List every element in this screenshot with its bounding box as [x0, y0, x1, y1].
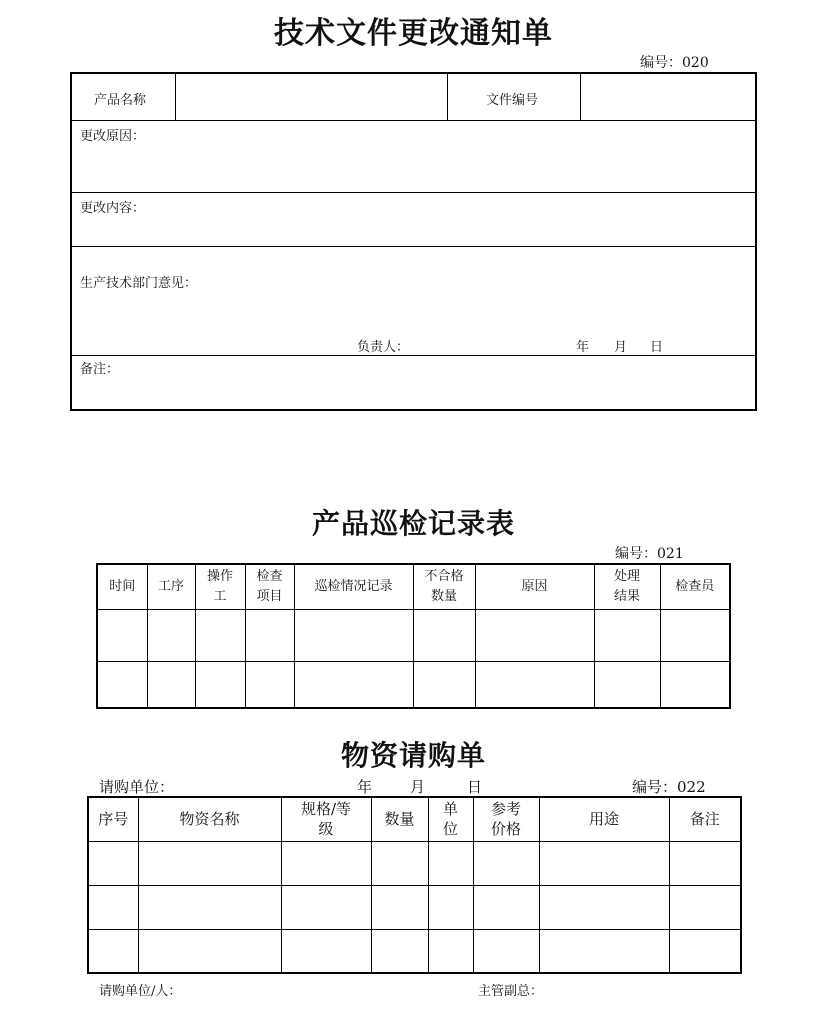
table-cell[interactable] — [660, 609, 730, 661]
table-cell[interactable] — [539, 885, 669, 929]
table-cell[interactable] — [147, 609, 195, 661]
table-cell[interactable] — [97, 609, 147, 661]
form2-code: 编号：021 — [615, 546, 684, 562]
col-header-purpose: 用途 — [539, 797, 669, 841]
col-header-nonconforming-qty: 不合格数量 — [413, 564, 475, 609]
footer-vp-label: 主管副总： — [478, 984, 544, 999]
table-cell[interactable] — [294, 609, 413, 661]
table-row[interactable] — [88, 841, 741, 885]
table-cell[interactable] — [138, 929, 281, 973]
product-name-field[interactable] — [176, 74, 446, 119]
form3-day: 日 — [467, 778, 483, 796]
table-cell[interactable] — [669, 929, 741, 973]
table-cell[interactable] — [371, 841, 428, 885]
table-cell[interactable] — [195, 661, 245, 708]
table-cell[interactable] — [245, 661, 294, 708]
table-cell[interactable] — [660, 661, 730, 708]
form1-code: 编号：020 — [640, 55, 709, 71]
col-header-time: 时间 — [97, 564, 147, 609]
form3-code: 编号：022 — [632, 778, 706, 796]
form3-title: 物资请购单 — [340, 739, 486, 772]
table-cell[interactable] — [475, 661, 594, 708]
table-cell[interactable] — [539, 841, 669, 885]
col-header-qty: 数量 — [371, 797, 428, 841]
footer-requesting-person-label: 请购单位/人： — [99, 984, 182, 999]
remark-label: 备注： — [80, 362, 120, 377]
table-header-row — [97, 564, 730, 609]
table-cell[interactable] — [475, 609, 594, 661]
form2-title: 产品巡检记录表 — [311, 507, 515, 540]
change-reason-row[interactable] — [72, 121, 755, 193]
col-header-seq: 序号 — [88, 797, 138, 841]
table-cell[interactable] — [428, 885, 473, 929]
col-header-process: 工序 — [147, 564, 195, 609]
col-header-check-item: 检查项目 — [245, 564, 294, 609]
table-cell[interactable] — [281, 841, 371, 885]
table-row[interactable] — [97, 609, 730, 661]
table-cell[interactable] — [669, 841, 741, 885]
table-cell[interactable] — [371, 929, 428, 973]
requesting-unit-label: 请购单位： — [99, 778, 175, 796]
col-header-result: 处理结果 — [594, 564, 660, 609]
doc-no-label: 文件编号 — [486, 93, 539, 108]
table-cell[interactable] — [294, 661, 413, 708]
col-header-spec: 规格/等级 — [281, 797, 371, 841]
table-cell[interactable] — [138, 841, 281, 885]
table-cell[interactable] — [473, 841, 539, 885]
col-header-unit: 单位 — [428, 797, 473, 841]
table-row[interactable] — [88, 885, 741, 929]
day-label: 日 — [650, 340, 664, 355]
table-cell[interactable] — [428, 929, 473, 973]
table-cell[interactable] — [539, 929, 669, 973]
tech-change-notice-form — [70, 72, 757, 411]
table-cell[interactable] — [97, 661, 147, 708]
table-cell[interactable] — [88, 929, 138, 973]
opinion-label: 生产技术部门意见： — [80, 276, 198, 291]
product-name-label: 产品名称 — [94, 93, 147, 108]
table-cell[interactable] — [473, 885, 539, 929]
table-cell[interactable] — [428, 841, 473, 885]
remark-field[interactable] — [72, 356, 755, 409]
table-cell[interactable] — [413, 609, 475, 661]
form3-year: 年 — [357, 778, 373, 796]
change-reason-label: 更改原因： — [80, 129, 146, 144]
col-header-cause: 原因 — [475, 564, 594, 609]
change-content-label: 更改内容： — [80, 201, 146, 216]
year-label: 年 — [576, 340, 590, 355]
divider — [447, 74, 448, 120]
table-cell[interactable] — [594, 609, 660, 661]
purchase-request-table — [87, 796, 742, 974]
table-cell[interactable] — [281, 929, 371, 973]
table-cell[interactable] — [147, 661, 195, 708]
change-content-row[interactable] — [72, 193, 755, 247]
table-cell[interactable] — [473, 929, 539, 973]
table-cell[interactable] — [669, 885, 741, 929]
table-cell[interactable] — [88, 885, 138, 929]
form1-title: 技术文件更改通知单 — [274, 16, 553, 51]
col-header-operator: 操作工 — [195, 564, 245, 609]
table-header-row — [88, 797, 741, 841]
col-header-inspector: 检查员 — [660, 564, 730, 609]
month-label: 月 — [614, 340, 628, 355]
inspection-record-table — [96, 563, 731, 709]
table-row[interactable] — [97, 661, 730, 708]
col-header-ref-price: 参考价格 — [473, 797, 539, 841]
table-cell[interactable] — [594, 661, 660, 708]
table-cell[interactable] — [138, 885, 281, 929]
col-header-material-name: 物资名称 — [138, 797, 281, 841]
table-cell[interactable] — [413, 661, 475, 708]
table-cell[interactable] — [371, 885, 428, 929]
table-row[interactable] — [88, 929, 741, 973]
table-cell[interactable] — [245, 609, 294, 661]
col-header-inspection-record: 巡检情况记录 — [294, 564, 413, 609]
person-label: 负责人： — [357, 340, 410, 355]
doc-no-field[interactable] — [581, 74, 755, 119]
form3-month: 月 — [410, 778, 426, 796]
table-cell[interactable] — [88, 841, 138, 885]
col-header-remark: 备注 — [669, 797, 741, 841]
table-cell[interactable] — [195, 609, 245, 661]
table-cell[interactable] — [281, 885, 371, 929]
